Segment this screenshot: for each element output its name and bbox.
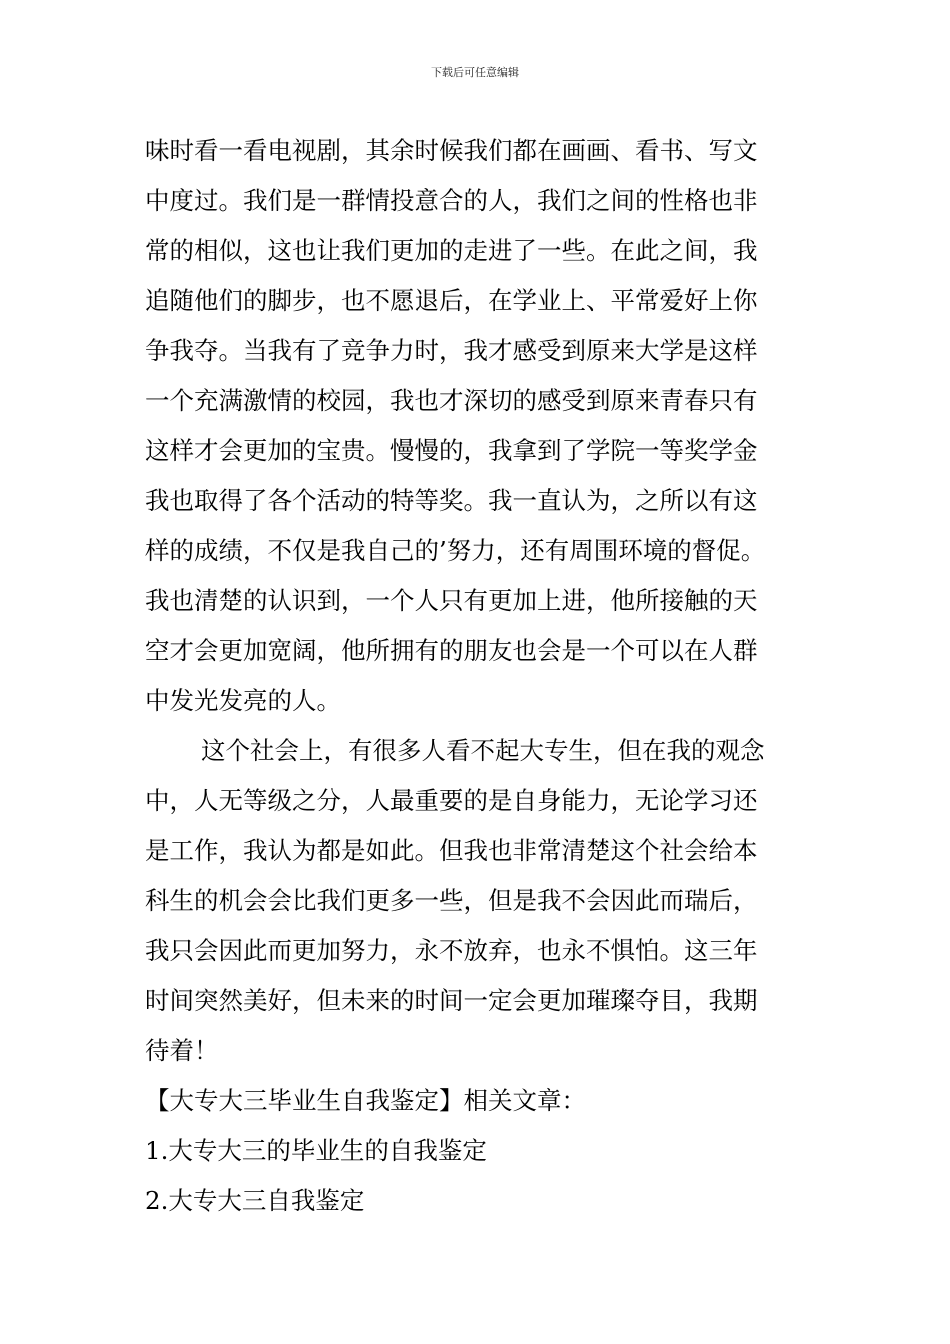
document-body [145, 126, 825, 1226]
related-article-link[interactable]: 1.大专大三的毕业生的自我鉴定 [145, 1136, 487, 1165]
page-header: 下载后可任意编辑 [431, 66, 519, 79]
text-line: 常的相似，这也让我们更加的走进了一些。在此之间，我 [145, 236, 758, 265]
text-line: 时间突然美好，但未来的时间一定会更加璀璨夺目，我期 [145, 986, 758, 1015]
paragraph-start-line: 这个社会上，有很多人看不起大专生，但在我的观念 [201, 736, 765, 765]
related-article-link[interactable]: 2.大专大三自我鉴定 [145, 1186, 365, 1215]
text-line: 中发光发亮的人。 [145, 686, 341, 715]
text-line: 中，人无等级之分，人最重要的是自身能力，无论学习还 [145, 786, 758, 815]
text-line: 追随他们的脚步，也不愿退后，在学业上、平常爱好上你 [145, 286, 758, 315]
text-line: 空才会更加宽阔，他所拥有的朋友也会是一个可以在人群 [145, 636, 758, 665]
text-line: 争我夺。当我有了竞争力时，我才感受到原来大学是这样 [145, 336, 758, 365]
text-line: 待着！ [145, 1036, 219, 1065]
related-articles-heading: 【大专大三毕业生自我鉴定】相关文章： [145, 1086, 586, 1115]
text-line: 一个充满激情的校园，我也才深切的感受到原来青春只有 [145, 386, 758, 415]
text-line: 味时看一看电视剧，其余时候我们都在画画、看书、写文 [145, 136, 758, 165]
text-line: 科生的机会会比我们更多一些，但是我不会因此而瑞后， [145, 886, 758, 915]
text-line: 是工作，我认为都是如此。但我也非常清楚这个社会给本 [145, 836, 758, 865]
text-line: 我只会因此而更加努力，永不放弃，也永不惧怕。这三年 [145, 936, 758, 965]
text-line: 我也取得了各个活动的特等奖。我一直认为，之所以有这 [145, 486, 758, 515]
text-line: 样的成绩，不仅是我自己的’努力，还有周围环境的督促。 [145, 536, 766, 565]
text-line: 这样才会更加的宝贵。慢慢的，我拿到了学院一等奖学金 [145, 436, 758, 465]
text-line: 我也清楚的认识到，一个人只有更加上进，他所接触的天 [145, 586, 758, 615]
text-line: 中度过。我们是一群情投意合的人，我们之间的性格也非 [145, 186, 758, 215]
